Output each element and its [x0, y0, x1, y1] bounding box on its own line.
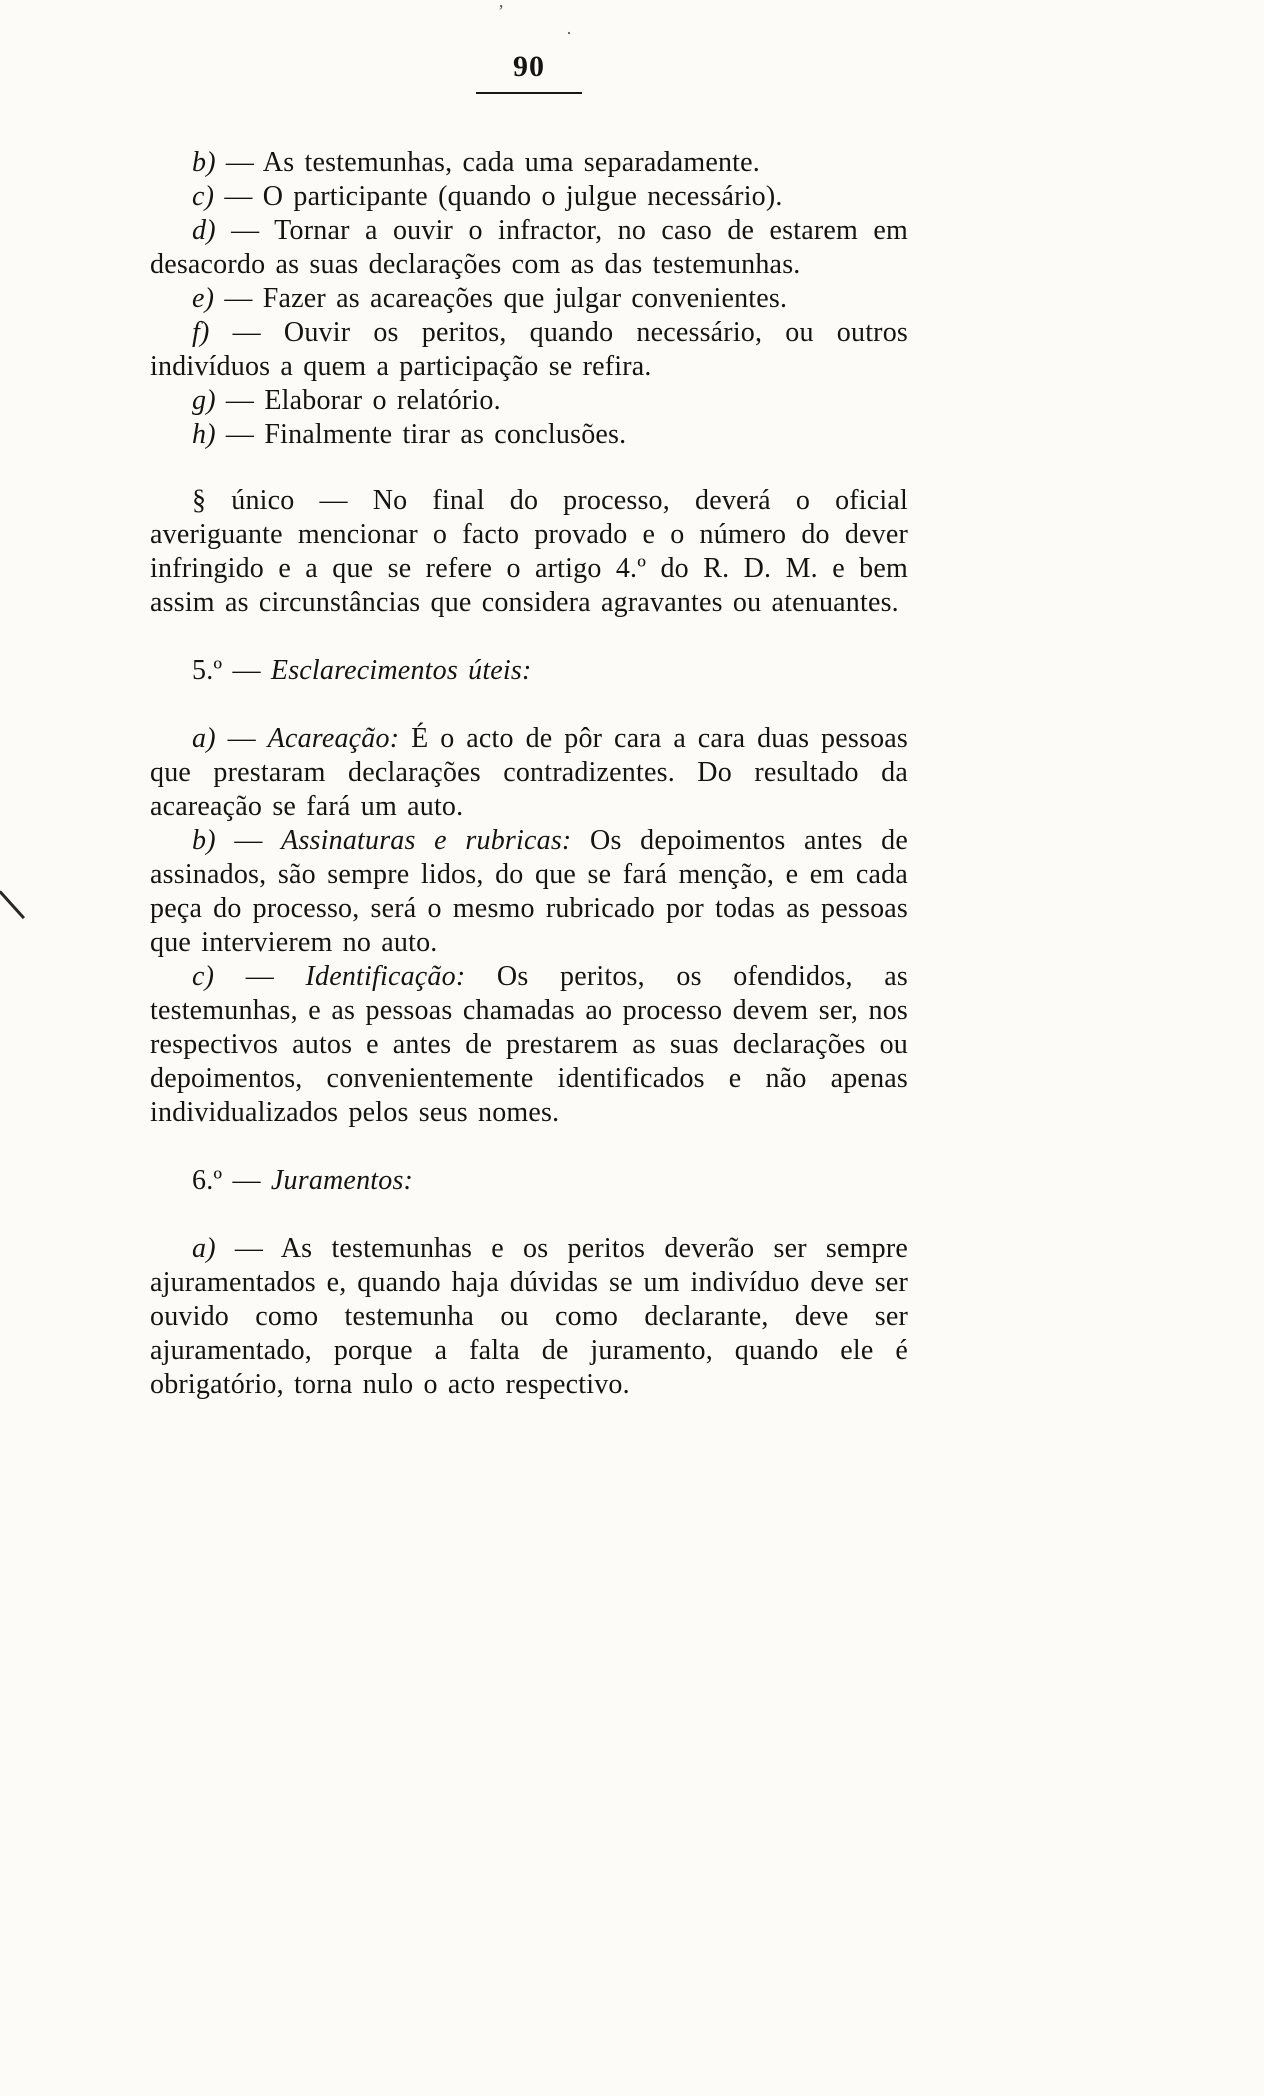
item-text: Os peritos, os ofendidos, as testemunhas, e as pessoas chamadas ao processo devem ser, nos respectivos autos e antes de prestarem as suas declarações ou depoimentos, convenientemente identificados e não apenas individualizados pelos seus nomes. [150, 961, 908, 1128]
list-item-e [150, 282, 908, 316]
list-item-d [150, 214, 908, 282]
item-dash: — [214, 961, 306, 992]
list-item-g [150, 384, 908, 418]
item-text: Os depoimentos antes de assinados, são sempre lidos, do que se fará menção, e em cada peça do processo, será o mesmo rubricado por todas as pessoas que intervierem no auto. [150, 825, 908, 958]
paragraph-marker: § único [192, 485, 295, 516]
list-item-5c [150, 960, 908, 1130]
item-marker: b) [192, 825, 216, 856]
paragraph-text: — No final do processo, deverá o oficial averiguante mencionar o facto provado e o número do dever infringido e a que se refere o artigo 4.º do R. D. M. e bem assim as circunstâncias que considera agravantes ou atenuantes. [150, 485, 908, 618]
item-marker: c) [192, 181, 215, 212]
list-item-f [150, 316, 908, 384]
section-title: Esclarecimentos úteis: [270, 655, 532, 686]
page-header [150, 52, 908, 94]
item-marker: h) [192, 419, 216, 450]
item-dash: — [215, 723, 268, 754]
item-marker: g) [192, 385, 216, 416]
item-marker: b) [192, 147, 216, 178]
list-item-5a [150, 722, 908, 824]
item-marker: e) [192, 283, 215, 314]
item-text: — Tornar a ouvir o infractor, no caso de estarem em desacordo as suas declarações com as das testemunhas. [150, 215, 908, 280]
section-heading-5 [150, 654, 908, 688]
item-text: — Ouvir os peritos, quando necessário, ou outros indivíduos a quem a participação se refira. [150, 317, 908, 382]
list-item-6a [150, 1232, 908, 1402]
list-item-5b [150, 824, 908, 960]
section-title: Juramentos: [270, 1165, 414, 1196]
list-item-h [150, 418, 908, 452]
section-number: 6.º — [192, 1165, 271, 1196]
item-text: — O participante (quando o julgue necessário). [214, 181, 783, 212]
item-text: É o acto de pôr cara a cara duas pessoas que prestaram declarações contradizentes. Do resultado da acareação se fará um auto. [150, 723, 908, 822]
paragraph-unico [150, 484, 908, 620]
item-marker: a) [192, 723, 216, 754]
list-item-b [150, 146, 908, 180]
item-marker: a) [192, 1233, 216, 1264]
item-marker: f) [192, 317, 210, 348]
page-body [150, 146, 908, 1402]
scan-artifact-backslash [0, 890, 25, 918]
item-text: — Elaborar o relatório. [215, 385, 501, 416]
scan-speck: · [566, 23, 572, 43]
item-text: — As testemunhas, cada uma separadamente. [215, 147, 760, 178]
page-number: 90 [513, 50, 545, 83]
item-term: Acareação: [267, 723, 400, 754]
list-item-c [150, 180, 908, 214]
page-number-rule [476, 92, 582, 94]
item-term: Assinaturas e rubricas: [281, 825, 572, 856]
item-text: — Fazer as acareações que julgar convenientes. [214, 283, 788, 314]
section-number: 5.º — [192, 655, 271, 686]
item-text: — Finalmente tirar as conclusões. [215, 419, 627, 450]
item-text: — As testemunhas e os peritos deverão ser sempre ajuramentados e, quando haja dúvidas se um indivíduo deve ser ouvido como testemunha ou como declarante, deve ser ajuramentado, porque a falta de juramento, quando ele é obrigatório, torna nulo o acto respectivo. [150, 1233, 908, 1400]
item-marker: d) [192, 215, 216, 246]
item-dash: — [215, 825, 282, 856]
scan-speck: ’ [498, 1, 504, 21]
section-heading-6 [150, 1164, 908, 1198]
item-term: Identificação: [305, 961, 466, 992]
item-marker: c) [192, 961, 215, 992]
